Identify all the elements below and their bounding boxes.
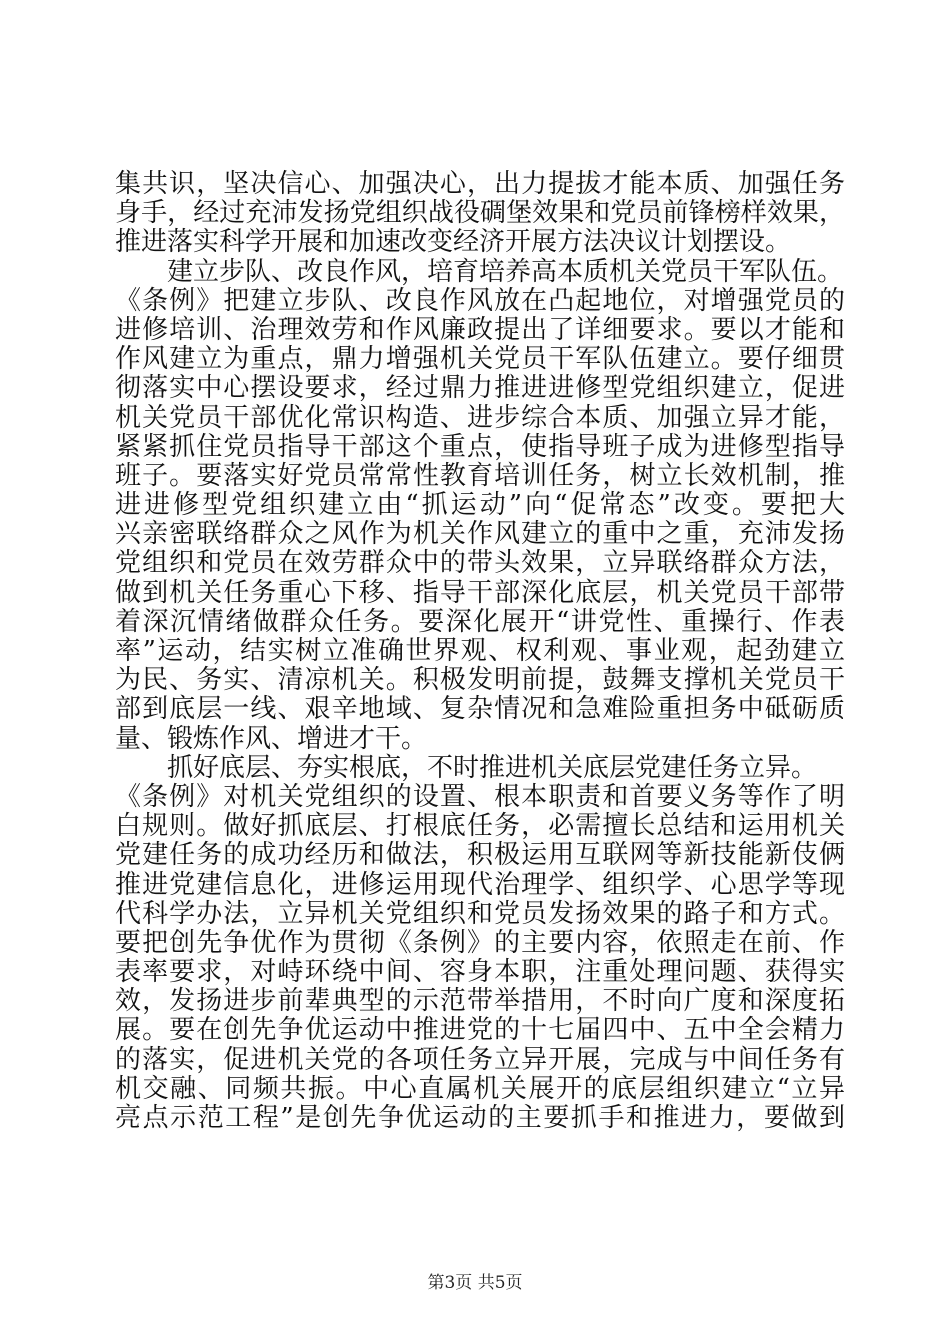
text-line: 紧紧抓住党员指导干部这个重点，使指导班子成为进修型指导 (115, 431, 845, 462)
text-line: 着深沉情绪做群众任务。要深化展开“讲党性、重操行、作表 (115, 606, 845, 637)
text-line: 表率要求，对峙环绕中间、容身本职，注重处理问题、获得实 (115, 957, 845, 988)
text-line: 彻落实中心摆设要求，经过鼎力推进进修型党组织建立，促进 (115, 373, 845, 404)
text-line: 进进修型党组织建立由“抓运动”向“促常态”改变。要把大 (115, 490, 845, 521)
text-line: 做到机关任务重心下移、指导干部深化底层，机关党员干部带 (115, 577, 845, 608)
text-line: 身手，经过充沛发扬党组织战役碉堡效果和党员前锋榜样效果， (115, 198, 845, 229)
text-line: 亮点示范工程”是创先争优运动的主要抓手和推进力，要做到 (115, 1103, 845, 1133)
text-line: 推进落实科学开展和加速改变经济开展方法决议计划摆设。 (115, 227, 792, 258)
text-line: 要把创先争优作为贯彻《条例》的主要内容，依照走在前、作 (115, 927, 845, 958)
paragraph-first-line: 建立步队、改良作风，培育培养高本质机关党员干军队伍。 (167, 256, 844, 287)
text-line: 党建任务的成功经历和做法，积极运用互联网等新技能新伎俩 (115, 840, 845, 871)
page-footer (0, 1268, 950, 1293)
text-line: 推进党建信息化，进修运用现代治理学、组织学、心思学等现 (115, 869, 845, 900)
paragraph-first-line: 抓好底层、夯实根底，不时推进机关底层党建任务立异。 (167, 752, 818, 783)
text-line: 班子。要落实好党员常常性教育培训任务，树立长效机制，推 (115, 460, 845, 491)
text-line: 的落实，促进机关党的各项任务立异开展，完成与中间任务有 (115, 1044, 845, 1075)
text-line: 代科学办法，立异机关党组织和党员发扬效果的路子和方式。 (115, 898, 845, 929)
text-line: 展。要在创先争优运动中推进党的十七届四中、五中全会精力 (115, 1015, 845, 1046)
text-line: 白规则。做好抓底层、打根底任务，必需擅长总结和运用机关 (115, 811, 845, 842)
text-line: 为民、务实、清凉机关。积极发明前提，鼓舞支撑机关党员干 (115, 665, 845, 696)
text-line: 率”运动，结实树立准确世界观、权利观、事业观，起劲建立 (115, 636, 845, 666)
text-line: 《条例》把建立步队、改良作风放在凸起地位，对增强党员的 (115, 285, 845, 316)
text-line: 进修培训、治理效劳和作风廉政提出了详细要求。要以才能和 (115, 314, 845, 345)
text-line: 效，发扬进步前辈典型的示范带举措用，不时向广度和深度拓 (115, 986, 845, 1017)
text-line: 《条例》对机关党组织的设置、根本职责和首要义务等作了明 (115, 781, 845, 812)
document-body (115, 170, 845, 1133)
text-line: 集共识，坚决信心、加强决心，出力提拔才能本质、加强任务 (115, 169, 845, 199)
text-line: 作风建立为重点，鼎力增强机关党员干军队伍建立。要仔细贯 (115, 344, 845, 375)
text-line: 党组织和党员在效劳群众中的带头效果，立异联络群众方法， (115, 548, 845, 579)
page-number: 第3页 共5页 (427, 1273, 523, 1293)
text-line: 量、锻炼作风、增进才干。 (115, 723, 428, 754)
text-line: 部到底层一线、艰辛地域、复杂情况和急难险重担务中砥砺质 (115, 694, 845, 725)
text-line: 机交融、同频共振。中心直属机关展开的底层组织建立“立异 (115, 1073, 845, 1104)
text-line: 兴亲密联络群众之风作为机关作风建立的重中之重，充沛发扬 (115, 519, 845, 550)
text-line: 机关党员干部优化常识构造、进步综合本质、加强立异才能， (115, 402, 845, 433)
